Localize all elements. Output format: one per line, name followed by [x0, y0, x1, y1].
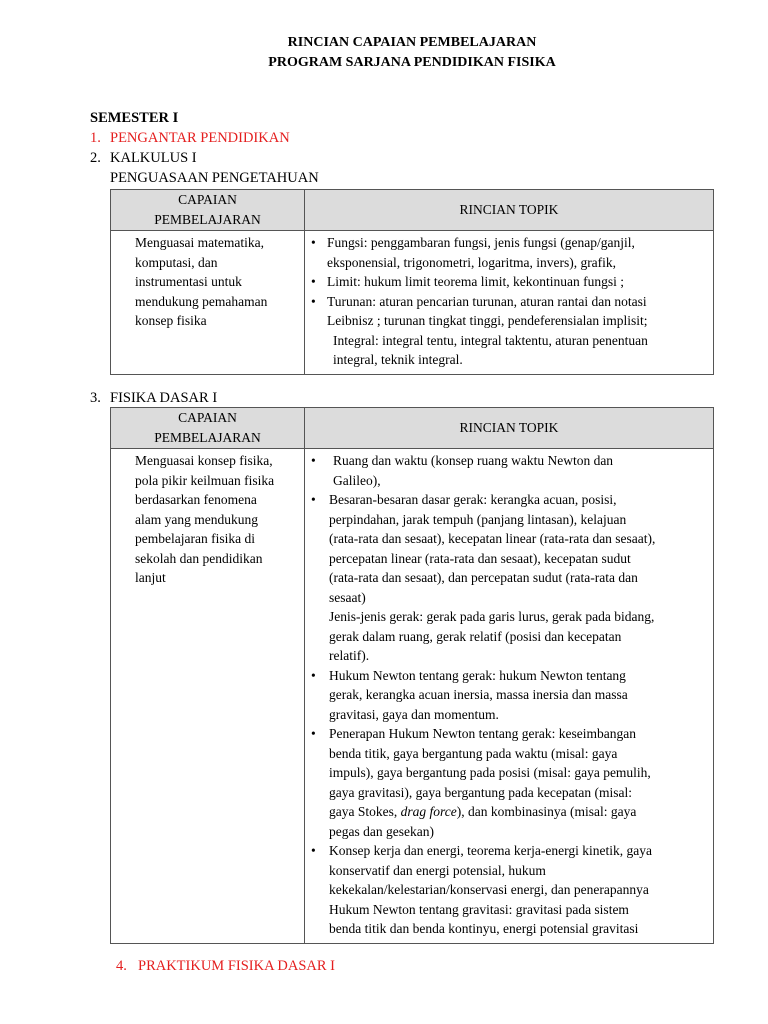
bullet-icon: •: [311, 667, 316, 683]
course-number: 1.: [90, 130, 101, 146]
italic-term: drag force: [400, 804, 457, 819]
list-item: • Besaran-besaran dasar gerak: kerangka acuan, posisi, perpindahan, jarak tempuh (panjang lintasan), kelajuan (rata-rata dan sesaat), kecepatan linear (rata-rata dan sesaat), percepatan linear (rata-rata dan sesaat), kecepatan sudut (rata-rata dan sesaat), dan percepatan sudut (rata-rata dan sesaat) Jenis-jenis gerak: gerak pada garis lurus, gerak pada bidang, gerak dalam ruang, gerak relatif (posisi dan kecepatan relatif).: [311, 492, 656, 663]
header-rincian-topik: RINCIAN TOPIK: [305, 408, 714, 449]
course-title: PRAKTIKUM FISIKA DASAR I: [138, 958, 335, 974]
course-item-1: [90, 128, 290, 148]
bullet-icon: •: [311, 453, 316, 468]
topic-list: [309, 233, 707, 331]
table-header-row: [111, 408, 714, 449]
header-capaian: CAPAIAN PEMBELAJARAN: [111, 408, 305, 449]
table-row: [111, 231, 714, 375]
bullet-icon: •: [311, 492, 316, 507]
fisika-dasar-table: [110, 407, 714, 944]
topic-continuation: Integral: integral tentu, integral taktentu, aturan penentuan integral, teknik integral.: [333, 332, 648, 367]
list-item: • Fungsi: penggambaran fungsi, jenis fungsi (genap/ganjil, eksponensial, trigonometri, logaritma, invers), grafik,: [311, 235, 635, 270]
document-title-line2: PROGRAM SARJANA PENDIDIKAN FISIKA: [268, 55, 556, 70]
course-number: 4.: [116, 958, 127, 974]
bullet-icon: •: [311, 843, 316, 858]
table-row: [111, 449, 714, 944]
bullet-icon: •: [311, 274, 316, 289]
rincian-topik-cell: [305, 231, 714, 375]
semester-heading: SEMESTER I: [90, 110, 179, 126]
topic-list: [309, 451, 707, 939]
course-item-3: [90, 388, 217, 408]
list-item: • Limit: hukum limit teorema limit, kekontinuan fungsi ;: [309, 272, 707, 292]
bullet-icon: •: [311, 726, 316, 741]
capaian-cell: Menguasai konsep fisika, pola pikir keilmuan fisika berdasarkan fenomena alam yang mendukung pembelajaran fisika di sekolah dan pendidikan lanjut: [111, 449, 305, 944]
course-title: FISIKA DASAR I: [110, 390, 218, 406]
list-item: • Turunan: aturan pencarian turunan, aturan rantai dan notasi Leibnisz ; turunan tingkat tinggi, pendeferensialan implisit;: [311, 293, 648, 328]
kalkulus-table: [110, 189, 714, 375]
rincian-topik-cell: [305, 449, 714, 944]
course-title: PENGANTAR PENDIDIKAN: [110, 130, 290, 146]
course-number: 2.: [90, 150, 101, 166]
course-number: 3.: [90, 390, 101, 406]
list-item: • Konsep kerja dan energi, teorema kerja-energi kinetik, gaya konservatif dan energi potensial, hukum kekekalan/kelestarian/konservasi energi, dan penerapannya Hukum Newton tentang gravitasi: gravitasi pada sistem benda titik dan benda kontinyu, energi potensial gravitasi: [311, 843, 652, 936]
capaian-cell: Menguasai matematika, komputasi, dan instrumentasi untuk mendukung pemahaman konsep fisika: [111, 231, 305, 375]
course-title: KALKULUS I: [110, 150, 197, 166]
header-capaian: CAPAIAN PEMBELAJARAN: [111, 190, 305, 231]
course-item-2: [90, 148, 197, 168]
bullet-icon: •: [311, 293, 316, 309]
bullet-icon: •: [311, 235, 316, 250]
course-item-4: [116, 956, 335, 976]
table-header-row: [111, 190, 714, 231]
list-item: • Penerapan Hukum Newton tentang gerak: keseimbangan benda titik, gaya bergantung pada waktu (misal: gaya impuls), gaya bergantung pada posisi (misal: gaya pemulih, gaya gravitasi), gaya bergantung pada kecepatan (misal: gaya Stokes, drag force), dan kombinasinya (misal: gaya pegas dan gesekan): [311, 726, 651, 839]
list-item: • Hukum Newton tentang gerak: hukum Newton tentang gerak, kerangka acuan inersia, massa inersia dan massa gravitasi, gaya dan momentum.: [311, 667, 628, 722]
document-title-line1: RINCIAN CAPAIAN PEMBELAJARAN: [287, 35, 537, 50]
list-item: • Ruang dan waktu (konsep ruang waktu Newton dan Galileo),: [311, 453, 614, 488]
kalkulus-subheading: PENGUASAAN PENGETAHUAN: [110, 170, 319, 186]
header-rincian-topik: RINCIAN TOPIK: [305, 190, 714, 231]
